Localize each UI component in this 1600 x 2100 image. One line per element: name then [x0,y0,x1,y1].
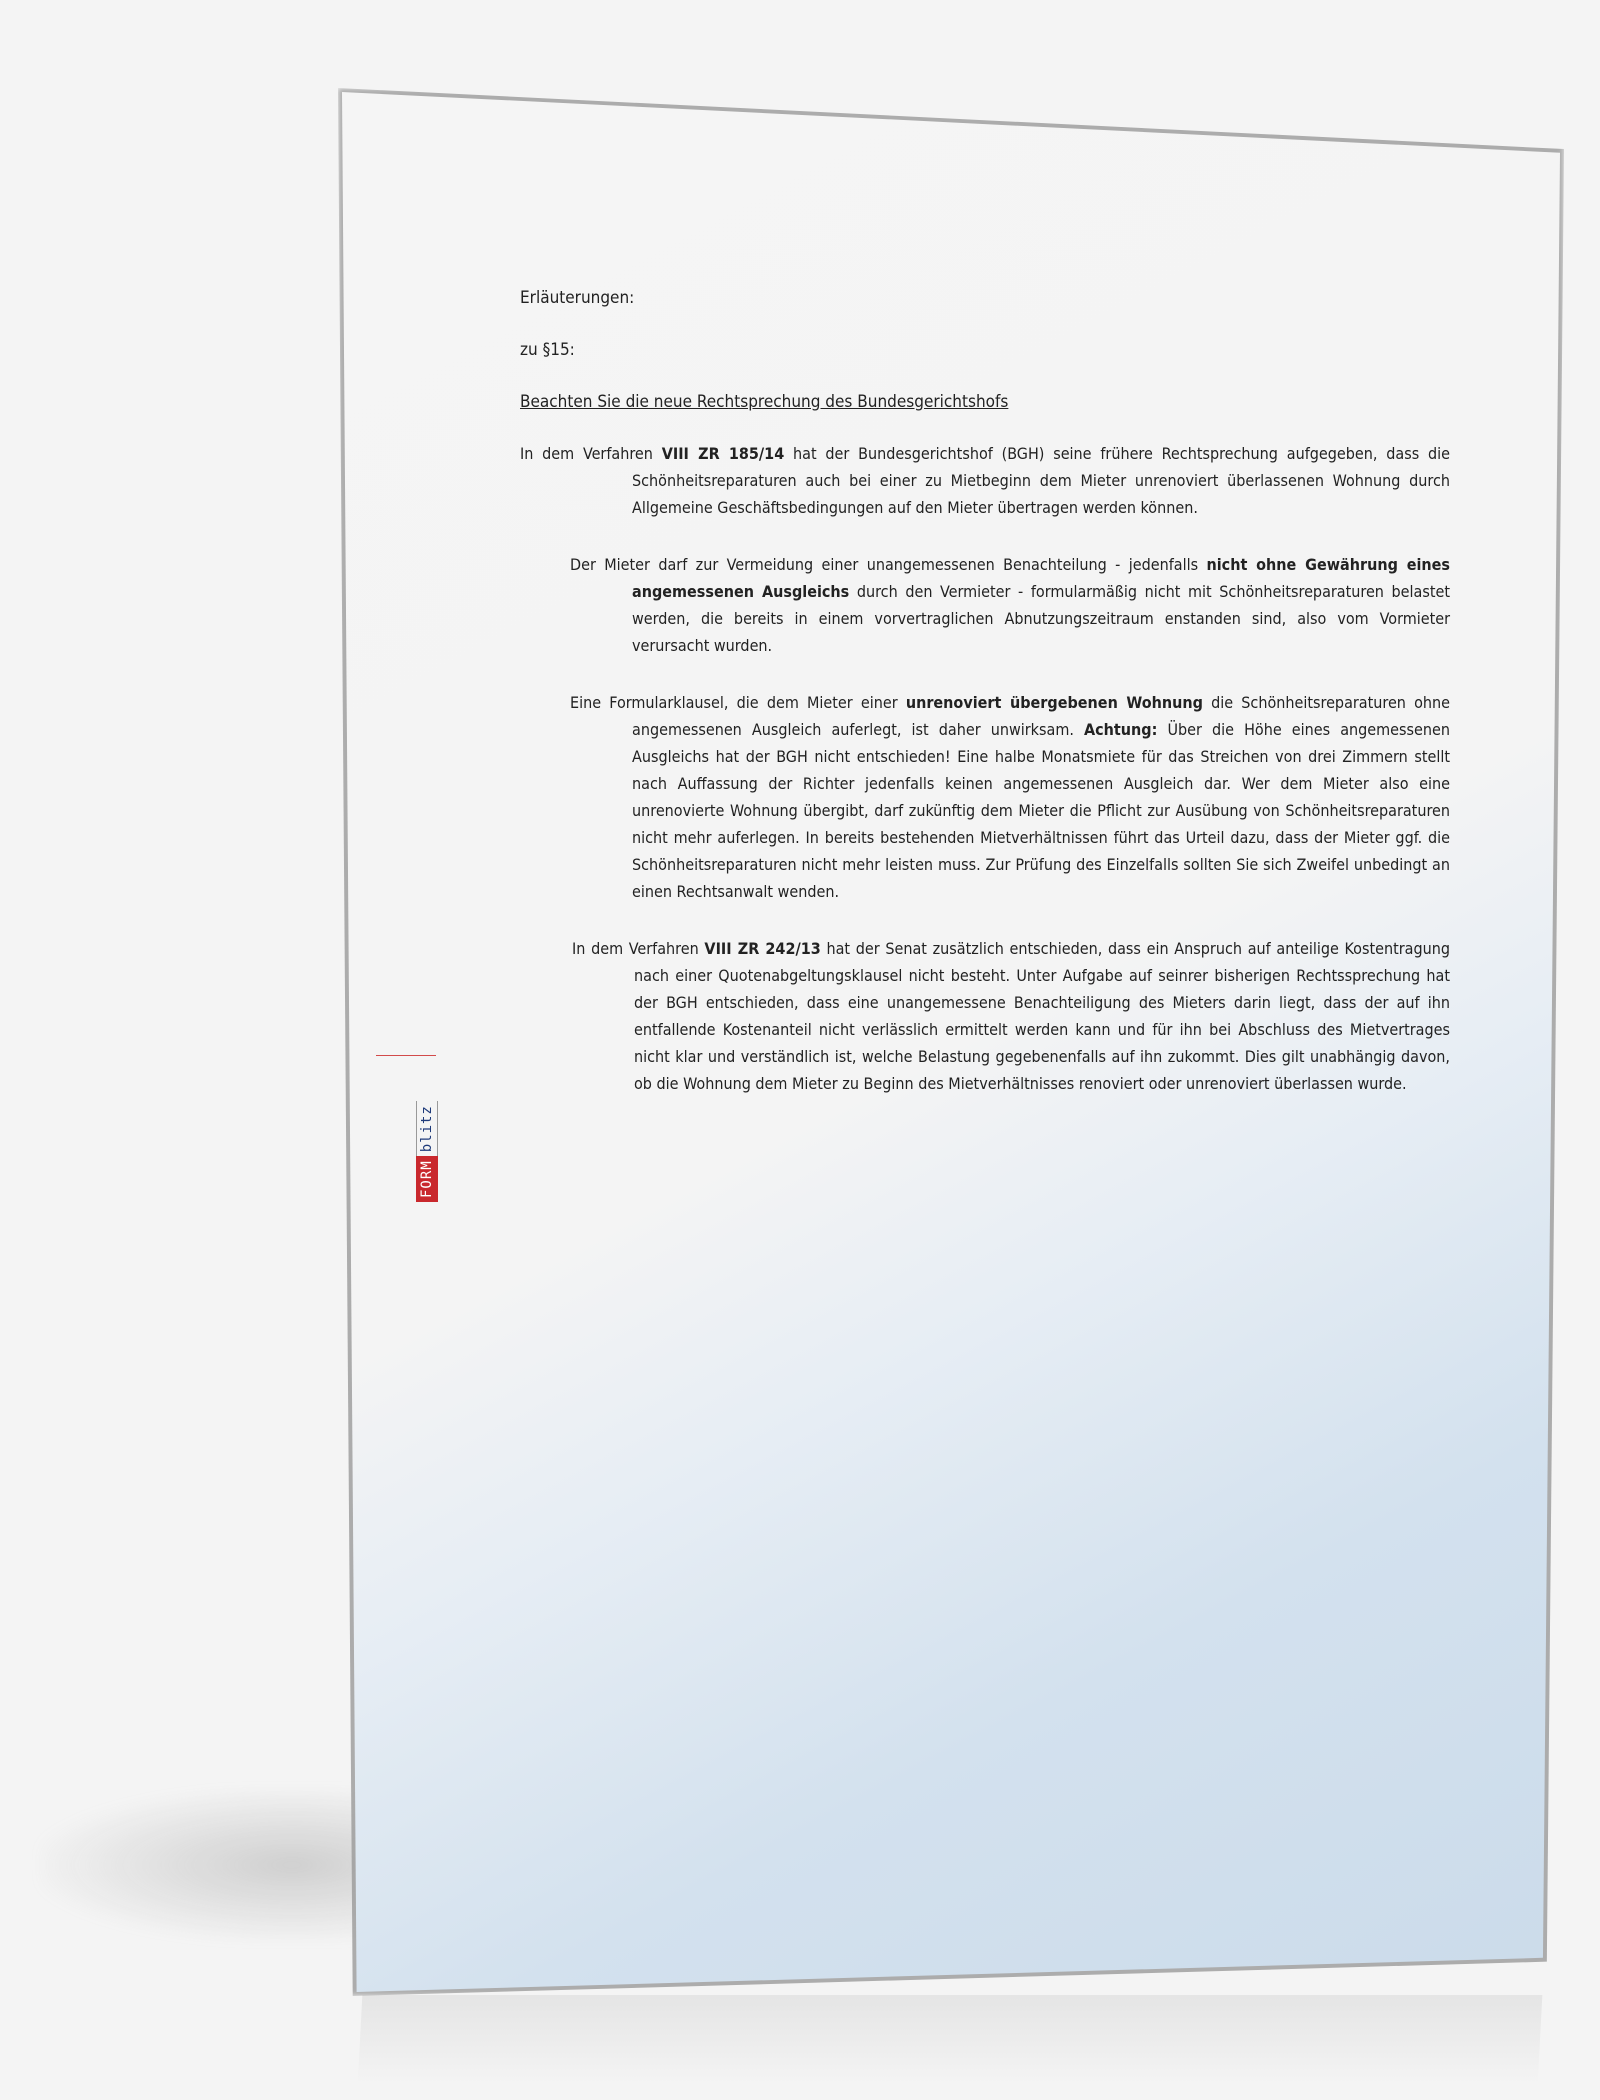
paragraph-1-case-number: VIII ZR 185/14 [661,444,785,463]
paragraph-3-warning: Achtung: [1084,720,1158,739]
paragraph-2-text-c: durch den Vermieter - formularmäßig nicht mit Schönheitsreparaturen belastet werden, die bereits in einem vorvertraglichen Abnutzungszeitraum enstanden sind, also vom Vormieter verursacht wurden. [632,582,1450,655]
paragraph-2-emphasis: nicht ohne Gewährung eines angemessenen Ausgleichs [632,555,1450,601]
logo-text [414,1050,440,1202]
paragraph-1-text-a: In dem Verfahren [520,444,662,463]
document-content [520,285,1450,1127]
page-reflection [358,1995,1543,2085]
document-heading: Erläuterungen: [520,288,635,308]
paragraph-4-text-a: In dem Verfahren [572,939,705,958]
paragraph-4-case-number: VIII ZR 242/13 [704,939,821,958]
paragraph-3-text-a: Eine Formularklausel, die dem Mieter einer [570,693,906,712]
paragraph-3-text-e: Über die Höhe eines angemessenen Ausgleichs hat der BGH nicht entschieden! Eine halbe Monatsmiete für das Streichen von drei Zimmern stellt nach Auffassung der Richter jedenfalls keinen angemessenen Ausgleich dar. Wer dem Mieter also eine unrenovierte Wohnung übergibt, darf zukünftig dem Mieter die Pflicht zur Ausübung von Schönheitsreparaturen nicht mehr auferlegen. In bereits bestehenden Mietverhältnissen führt das Urteil dazu, dass der Mieter ggf. die Schönheitsreparaturen nicht mehr leisten muss. Zur Prüfung des Einzelfalls sollten Sie sich Zweifel unbedingt an einen Rechtsanwalt wenden. [632,720,1451,901]
logo-form-part: FORM [416,1156,438,1202]
paragraph-2-text-a: Der Mieter darf zur Vermeidung einer unangemessenen Benachteilung - jedenfalls [570,555,1207,574]
paragraph-3 [570,689,1450,905]
paragraph-4 [572,935,1450,1097]
formblitz-logo [414,1050,440,1202]
paragraph-1-text-c: hat der Bundesgerichtshof (BGH) seine frühere Rechtsprechung aufgegeben, dass die Schönheitsreparaturen auch bei einer zu Mietbeginn dem Mieter unrenoviert überlassenen Wohnung durch Allgemeine Geschäftsbedingungen auf den Mieter übertragen werden können. [632,444,1450,517]
paragraph-3-emphasis: unrenoviert übergebenen Wohnung [905,693,1203,712]
paragraph-4-text-c: hat der Senat zusätzlich entschieden, dass ein Anspruch auf anteilige Kostentragung nach einer Quotenabgeltungsklausel nicht besteht. Unter Aufgabe auf seinrer bisherigen Rechtssprechung hat der BGH entschieden, dass eine unangemessene Benachteiligung des Mieters darin liegt, dass der auf ihn entfallende Kostenanteil nicht verlässlich ermittelt werden kann und für ihn bei Abschluss des Mietvertrages nicht klar und verständlich ist, welche Belastung gegebenenfalls auf ihn zukommt. Dies gilt unabhängig davon, ob die Wohnung dem Mieter zu Beginn des Mietverhältnisses renoviert oder unrenoviert überlassen wurde. [634,939,1451,1093]
document-subheading: Beachten Sie die neue Rechtsprechung des Bundesgerichtshofs [520,392,1009,412]
paragraph-1 [520,440,1450,521]
section-reference: zu §15: [520,340,575,360]
logo-blitz-part: blitz [416,1101,438,1156]
page-shadow [40,1790,400,1940]
paragraph-3-text-c: die Schönheitsreparaturen ohne angemessenen Ausgleich auferlegt, ist daher unwirksam. [632,693,1451,739]
paragraph-2 [570,551,1450,659]
